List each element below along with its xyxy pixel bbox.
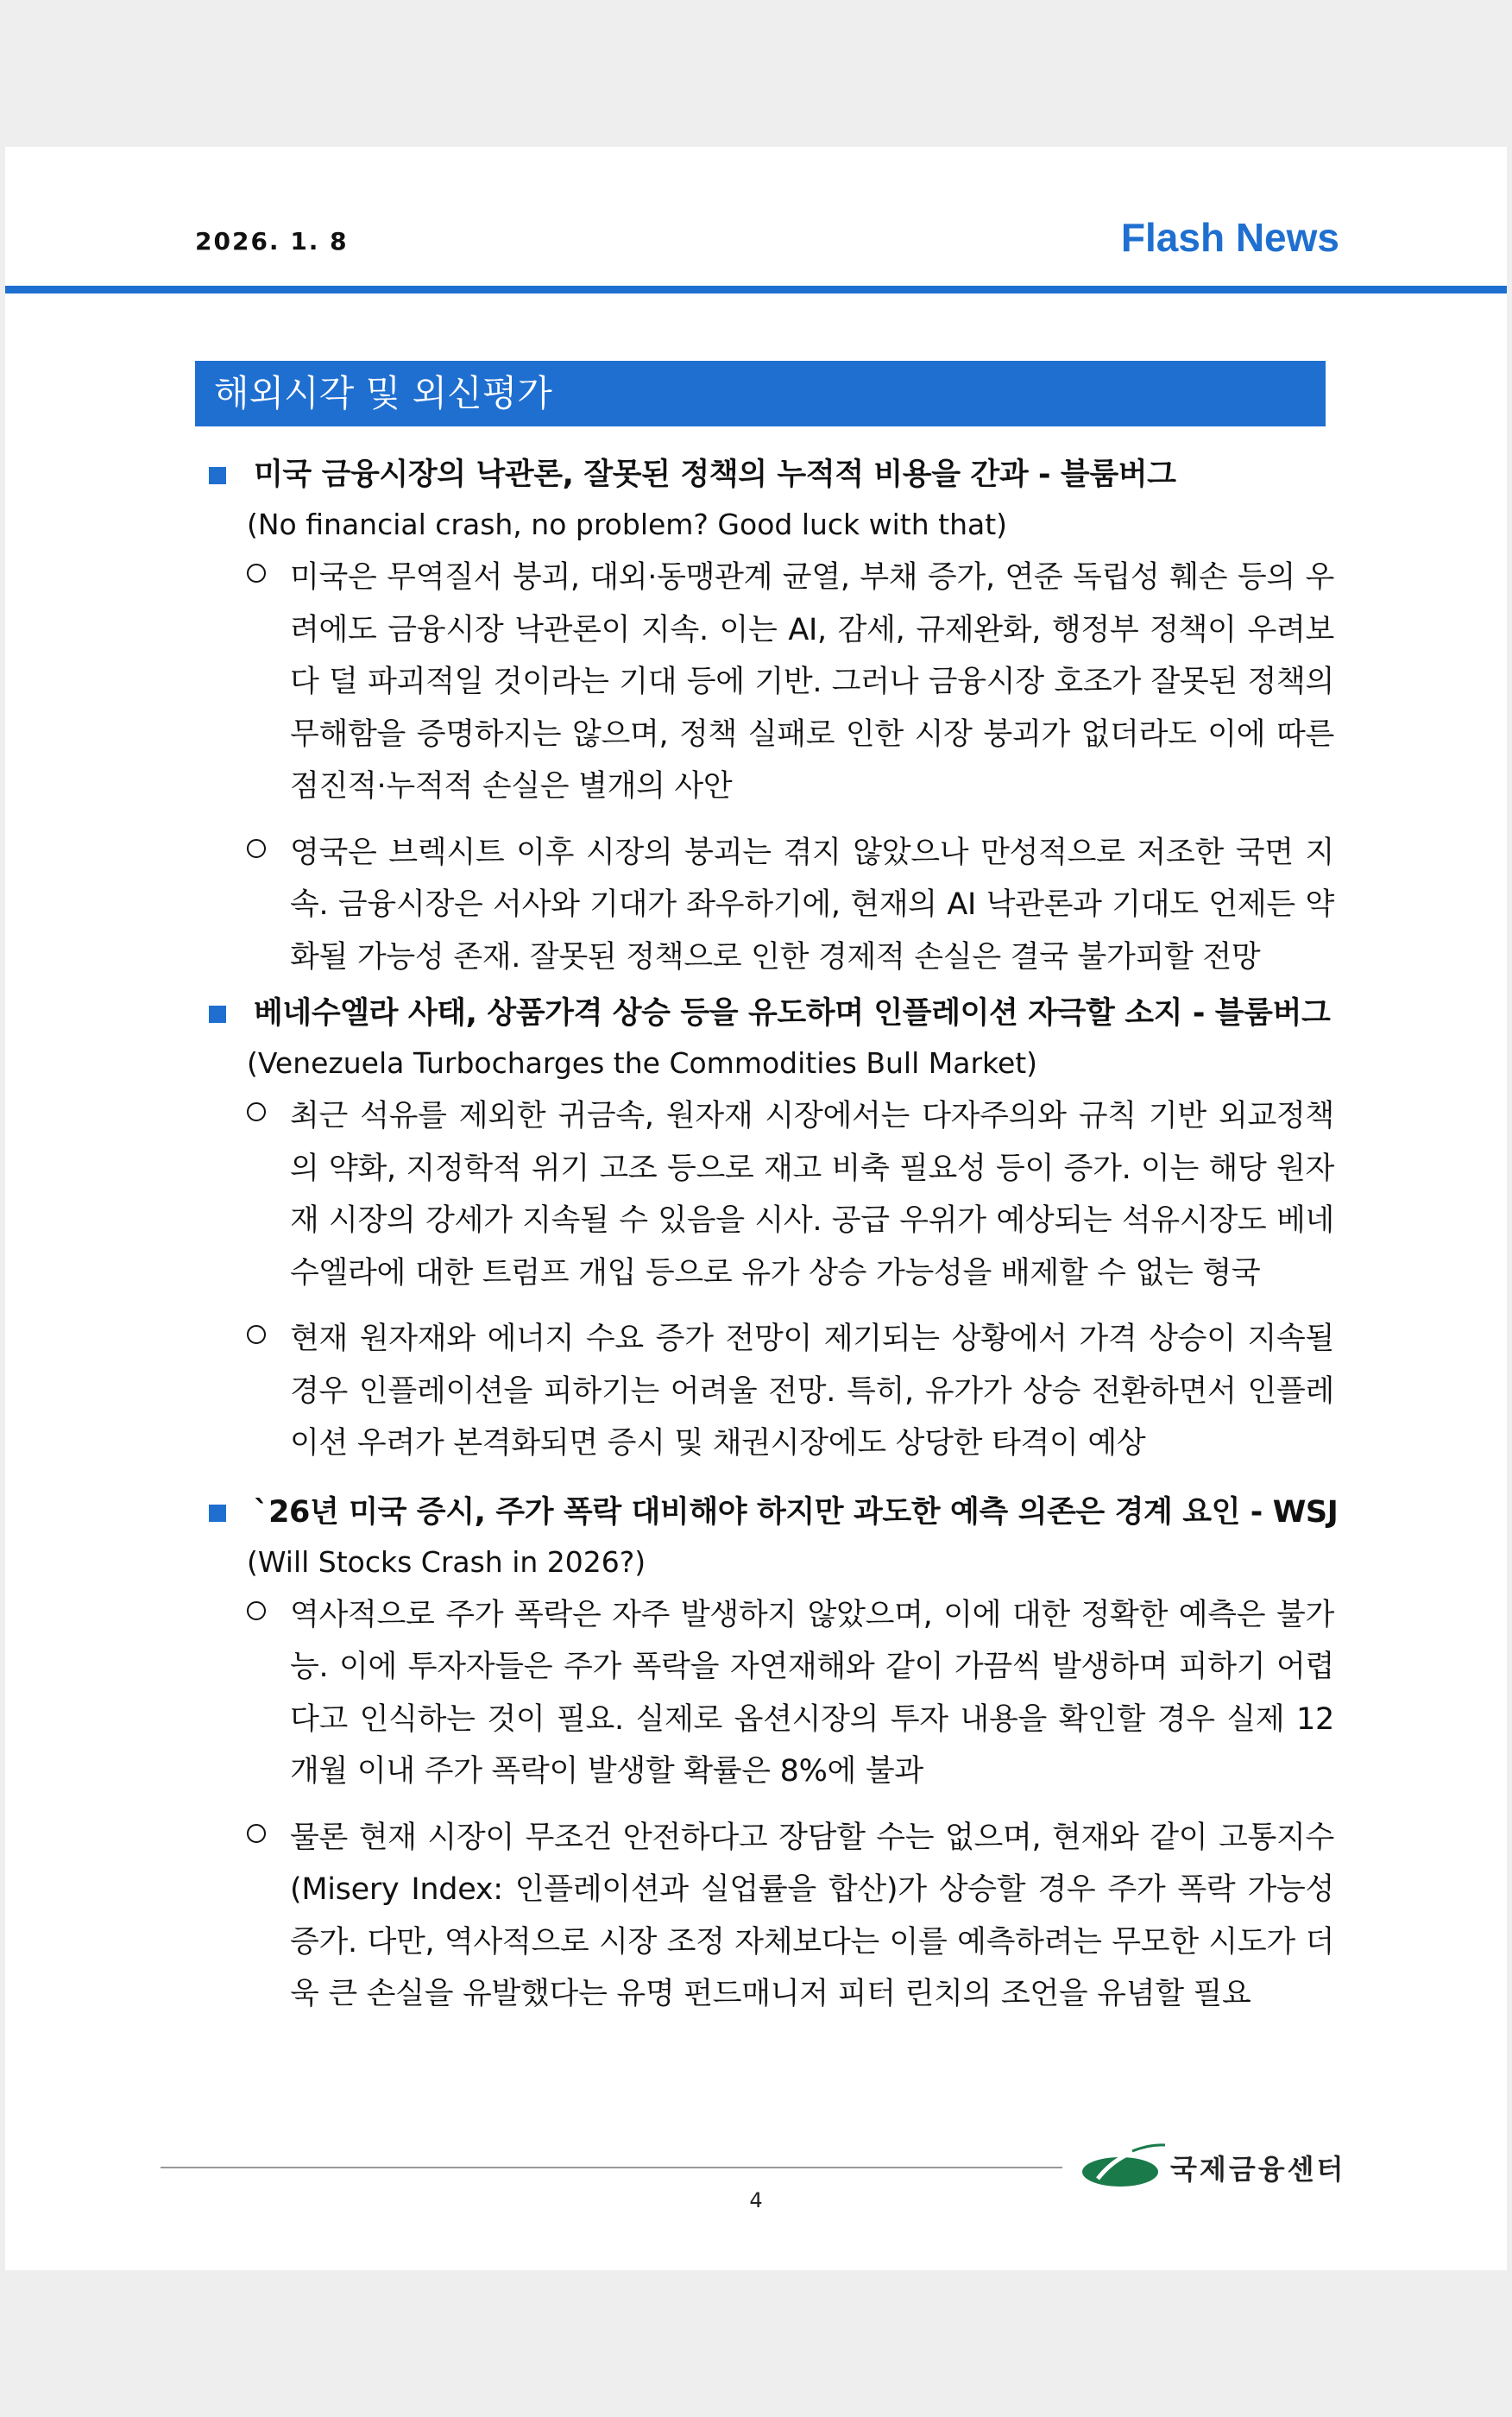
article-item (204, 992, 1334, 1470)
circle-bullet-icon (247, 1601, 266, 1620)
footer-divider (161, 2167, 1062, 2168)
article-point (204, 552, 1334, 813)
article-original-title: (Will Stocks Crash in 2026?) (247, 1544, 646, 1579)
point-text: 최근 석유를 제외한 귀금속, 원자재 시장에서는 다자주의와 규칙 기반 외교정책의 약화, 지정학적 위기 고조 등으로 재고 비축 필요성 등이 증가. 이는 해당 원자재 시장의 강세가 지속될 수 있음을 시사. 공급 우위가 예상되는 석유시장도 베네수엘라에 대한 트럼프 개입 등으로 유가 상승 가능성을 배제할 수 없는 형국 (290, 1099, 1334, 1291)
article-point (204, 1812, 1334, 2021)
kcif-logo-text: 국제금융센터 (1170, 2153, 1346, 2186)
point-text: 역사적으로 주가 폭락은 자주 발생하지 않았으며, 이에 대한 정확한 예측은 불가능. 이에 투자자들은 주가 폭락을 자연재해와 같이 가끔씩 발생하며 피하기 어렵다고 인식하는 것이 필요. 실제로 옵션시장의 투자 내용을 확인할 경우 실제 12개월 이내 주가 폭락이 발생할 확률은 8%에 불과 (290, 1597, 1334, 1789)
article-list (204, 453, 1339, 2021)
square-bullet-icon (209, 1006, 226, 1023)
circle-bullet-icon (247, 564, 266, 583)
square-bullet-icon (209, 467, 226, 484)
circle-bullet-icon (247, 1824, 266, 1843)
article-point (204, 1313, 1334, 1470)
report-date: 2026. 1. 8 (195, 227, 349, 256)
article-item (204, 1491, 1339, 2021)
document-page (5, 147, 1507, 2270)
point-text: 영국은 브렉시트 이후 시장의 붕괴는 겪지 않았으나 만성적으로 저조한 국면 지속. 금융시장은 서사와 기대가 좌우하기에, 현재의 AI 낙관론과 기대도 언제든 약화될 가능성 존재. 잘못된 정책으로 인한 경제적 손실은 결국 불가피할 전망 (290, 835, 1334, 975)
point-text: 미국은 무역질서 붕괴, 대외·동맹관계 균열, 부채 증가, 연준 독립성 훼손 등의 우려에도 금융시장 낙관론이 지속. 이는 AI, 감세, 규제완화, 행정부 정책이 우려보다 덜 파괴적일 것이라는 기대 등에 기반. 그러나 금융시장 호조가 잘못된 정책의 무해함을 증명하지는 않으며, 정책 실패로 인한 시장 붕괴가 없더라도 이에 따른 점진적·누적적 손실은 별개의 사안 (290, 560, 1334, 804)
article-point (204, 1090, 1334, 1299)
square-bullet-icon (209, 1505, 226, 1522)
point-text: 물론 현재 시장이 무조건 안전하다고 장담할 수는 없으며, 현재와 같이 고통지수(Misery Index: 인플레이션과 실업률을 합산)가 상승할 경우 주가 폭락 가능성 증가. 다만, 역사적으로 시장 조정 자체보다는 이를 예측하려는 무모한 시도가 더욱 큰 손실을 유발했다는 유명 펀드매니저 피터 린치의 조언을 유념할 필요 (290, 1820, 1334, 2011)
article-original-title: (No financial crash, no problem? Good luck with that) (247, 508, 1008, 541)
section-title: 해외시각 및 외신평가 (195, 361, 1326, 426)
report-brand: Flash News (1120, 215, 1339, 260)
article-point (204, 1589, 1334, 1798)
article-title: 미국 금융시장의 낙관론, 잘못된 정책의 누적적 비용을 간과 - 블룸버그 (254, 458, 1176, 492)
article-point (204, 827, 1334, 984)
article-title: 베네수엘라 사태, 상품가격 상승 등을 유도하며 인플레이션 자극할 소지 - 블룸버그 (254, 996, 1331, 1031)
article-original-title: (Venezuela Turbocharges the Commodities Bull Market) (247, 1046, 1038, 1080)
article-title: `26년 미국 증시, 주가 폭락 대비해야 하지만 과도한 예측 의존은 경계 요인 - WSJ (254, 1494, 1339, 1530)
page-number: 4 (749, 2188, 763, 2212)
header-divider (5, 286, 1507, 293)
kcif-logo-icon (1080, 2142, 1167, 2191)
point-text: 현재 원자재와 에너지 수요 증가 전망이 제기되는 상황에서 가격 상승이 지속될 경우 인플레이션을 피하기는 어려울 전망. 특히, 유가가 상승 전환하면서 인플레이션 우려가 본격화되면 증시 및 채권시장에도 상당한 타격이 예상 (290, 1322, 1335, 1461)
circle-bullet-icon (247, 1325, 266, 1344)
article-item (204, 453, 1334, 983)
circle-bullet-icon (247, 1102, 266, 1121)
circle-bullet-icon (247, 839, 266, 858)
